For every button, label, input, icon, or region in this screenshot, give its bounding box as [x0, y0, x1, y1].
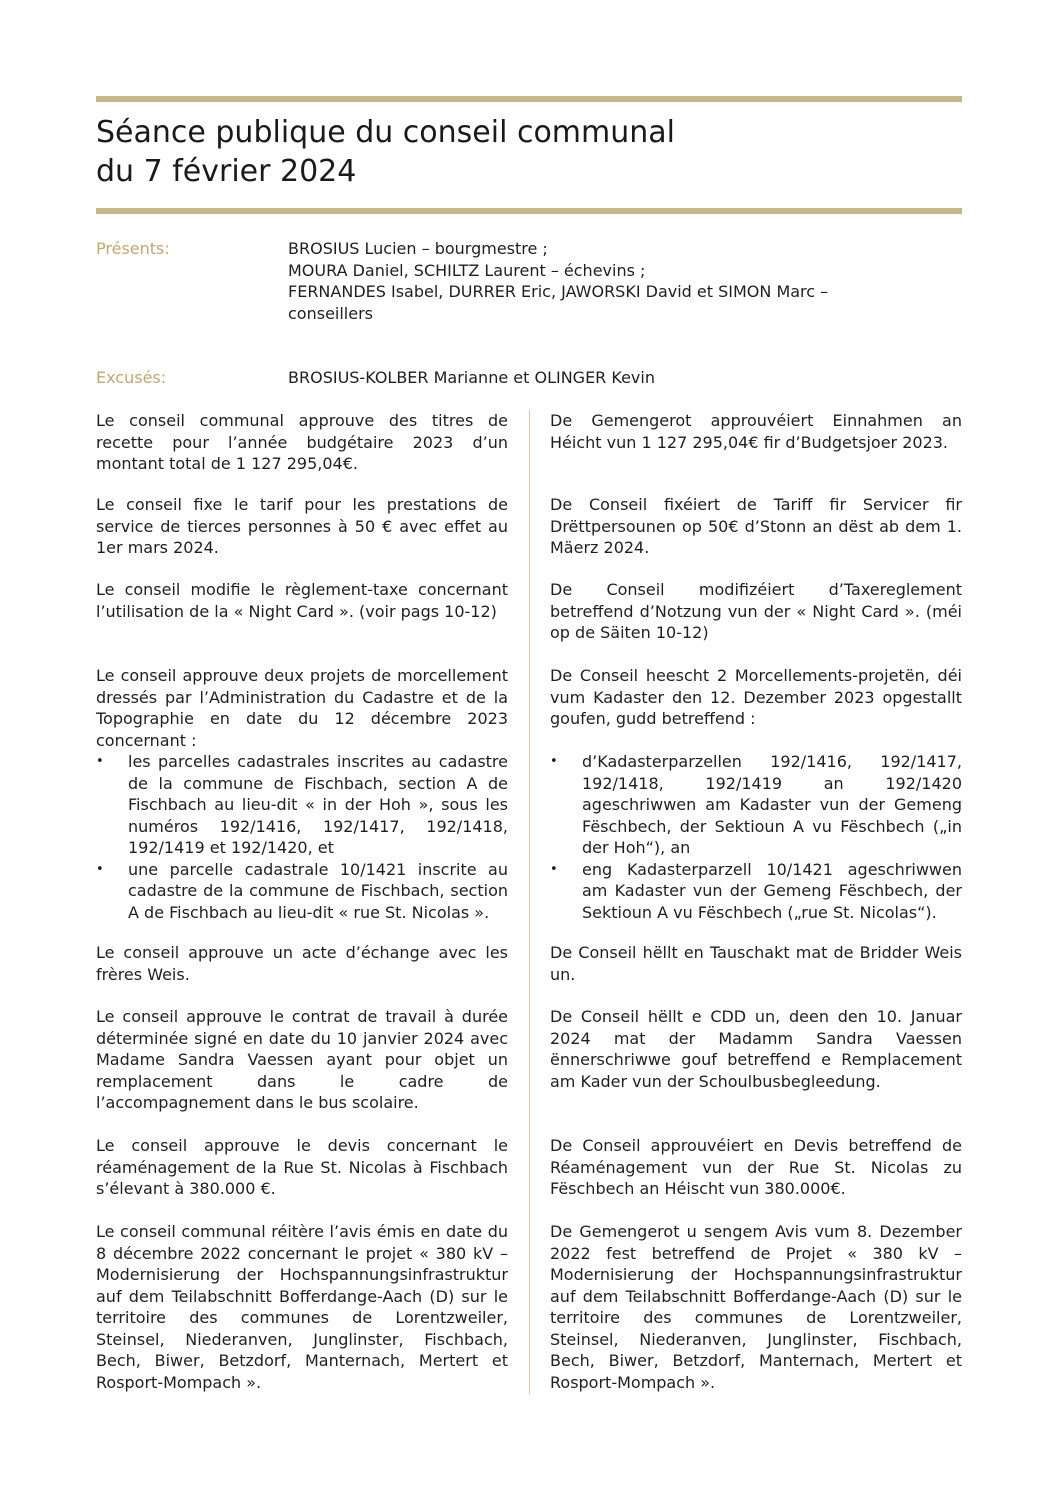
list-item: • d’Kadasterparzellen 192/1416, 192/1417, 192/1418, 192/1419 an 192/1420 ageschriwwen am Kadaster vun der Gemeng Fëschbech, der Sektioun A vu Fëschbech („in der Hoh“), an	[550, 751, 962, 859]
fr-paragraph-night-card: Le conseil modifie le règlement-taxe concernant l’utilisation de la « Night Card ». (voir pags 10-12)	[96, 580, 508, 621]
lb-morcellement-list	[550, 751, 962, 923]
lb-paragraph-avis: De Gemengerot u sengem Avis vum 8. Dezember 2022 fest betreffend de Projet « 380 kV – Modernisierung der Hochspannungsinfrastruktur auf dem Teilabschnitt Bofferdange-Aach (D) sur le territoire des communes de Lorentzweiler, Steinsel, Niederanven, Junglinster, Fischbach, Bech, Biwer, Betzdorf, Manternach, Mertert et Rosport-Mompach ».	[550, 1222, 962, 1392]
list-item: • une parcelle cadastrale 10/1421 inscrite au cadastre de la commune de Fischbach, section A de Fischbach au lieu-dit « rue St. Nicolas ».	[96, 859, 508, 924]
lb-paragraph-devis: De Conseil approuvéiert en Devis betreffend de Réaménagement vun der Rue St. Nicolas zu Fëschbech an Héischt vun 380.000€.	[550, 1136, 962, 1198]
page-title	[96, 113, 962, 191]
presents-line: BROSIUS Lucien – bourgmestre ;	[288, 239, 548, 258]
fr-paragraph-exchange: Le conseil approuve un acte d’échange avec les frères Weis.	[96, 943, 508, 984]
presents-line: MOURA Daniel, SCHILTZ Laurent – échevins ;	[288, 260, 646, 280]
presents-label: Présents:	[96, 239, 170, 258]
lb-paragraph-exchange: De Conseil hëllt en Tauschakt mat de Bridder Weis un.	[550, 943, 962, 984]
lb-paragraph-tariff: De Conseil fixéiert de Tariff fir Servicer fir Drëttpersounen op 50€ d’Stonn an dëst ab dem 1. Mäerz 2024.	[550, 495, 962, 557]
fr-paragraph-contract: Le conseil approuve le contrat de travail à durée déterminée signé en date du 10 janvier 2024 avec Madame Sandra Vaessen ayant pour objet un remplacement dans le cadre de l’accompagnement dans le bus scolaire.	[96, 1007, 508, 1112]
excuses-value: BROSIUS-KOLBER Marianne et OLINGER Kevin	[288, 368, 655, 387]
title-line-2: du 7 février 2024	[96, 154, 357, 189]
bottom-rule	[96, 208, 962, 214]
presents-list	[288, 238, 962, 324]
list-item: • les parcelles cadastrales inscrites au cadastre de la commune de Fischbach, section A de Fischbach au lieu-dit « in der Hoh », sous les numéros 192/1416, 192/1417, 192/1418, 192/1419 et 192/1420, et	[96, 751, 508, 859]
fr-paragraph-tariff: Le conseil fixe le tarif pour les prestations de service de tierces personnes à 50 € avec effet au 1er mars 2024.	[96, 495, 508, 557]
top-rule	[96, 96, 962, 102]
fr-paragraph-devis: Le conseil approuve le devis concernant le réaménagement de la Rue St. Nicolas à Fischbach s’élevant à 380.000 €.	[96, 1136, 508, 1198]
fr-morcellement-list	[96, 751, 508, 923]
lb-paragraph-contract: De Conseil hëllt e CDD un, deen den 10. Januar 2024 mat der Madamm Sandra Vaessen ënnerschriwwe gouf betreffend e Remplacement am Kader vun der Schoulbusbegleedung.	[550, 1007, 962, 1091]
presents-line: conseillers	[288, 303, 373, 323]
fr-morcellement-intro: Le conseil approuve deux projets de morcellement dressés par l’Administration du Cadastre et de la Topographie en date du 12 décembre 2023 concernant :	[96, 666, 508, 750]
fr-paragraph-revenue: Le conseil communal approuve des titres de recette pour l’année budgétaire 2023 d’un montant total de 1 127 295,04€.	[96, 411, 508, 473]
lb-paragraph-revenue: De Gemengerot approuvéiert Einnahmen an Héicht vun 1 127 295,04€ fir d’Budgetsjoer 2023.	[550, 411, 962, 452]
list-item: • eng Kadasterparzell 10/1421 ageschriwwen am Kadaster vun der Gemeng Fëschbech, der Sektioun A vu Fëschbech („rue St. Nicolas“).	[550, 859, 962, 924]
excuses-label: Excusés:	[96, 368, 167, 387]
lb-paragraph-night-card: De Conseil modifizéiert d’Taxereglement betreffend d’Notzung vun der « Night Card ». (méi op de Säiten 10-12)	[550, 580, 962, 642]
lb-morcellement-intro: De Conseil heescht 2 Morcellements-projetën, déi vum Kadaster den 12. Dezember 2023 opgestallt goufen, gudd betreffend :	[550, 666, 962, 728]
title-line-1: Séance publique du conseil communal	[96, 115, 675, 150]
fr-paragraph-avis: Le conseil communal réitère l’avis émis en date du 8 décembre 2022 concernant le projet « 380 kV – Modernisierung der Hochspannungsinfrastruktur auf dem Teilabschnitt Bofferdange-Aach (D) sur le territoire des communes de Lorentzweiler, Steinsel, Niederanven, Junglinster, Fischbach, Bech, Biwer, Betzdorf, Manternach, Mertert et Rosport-Mompach ».	[96, 1222, 508, 1392]
column-divider	[529, 410, 530, 1394]
presents-line: FERNANDES Isabel, DURRER Eric, JAWORSKI David et SIMON Marc –	[288, 282, 829, 301]
lb-paragraph-morcellement	[550, 665, 962, 923]
fr-paragraph-morcellement	[96, 665, 508, 923]
